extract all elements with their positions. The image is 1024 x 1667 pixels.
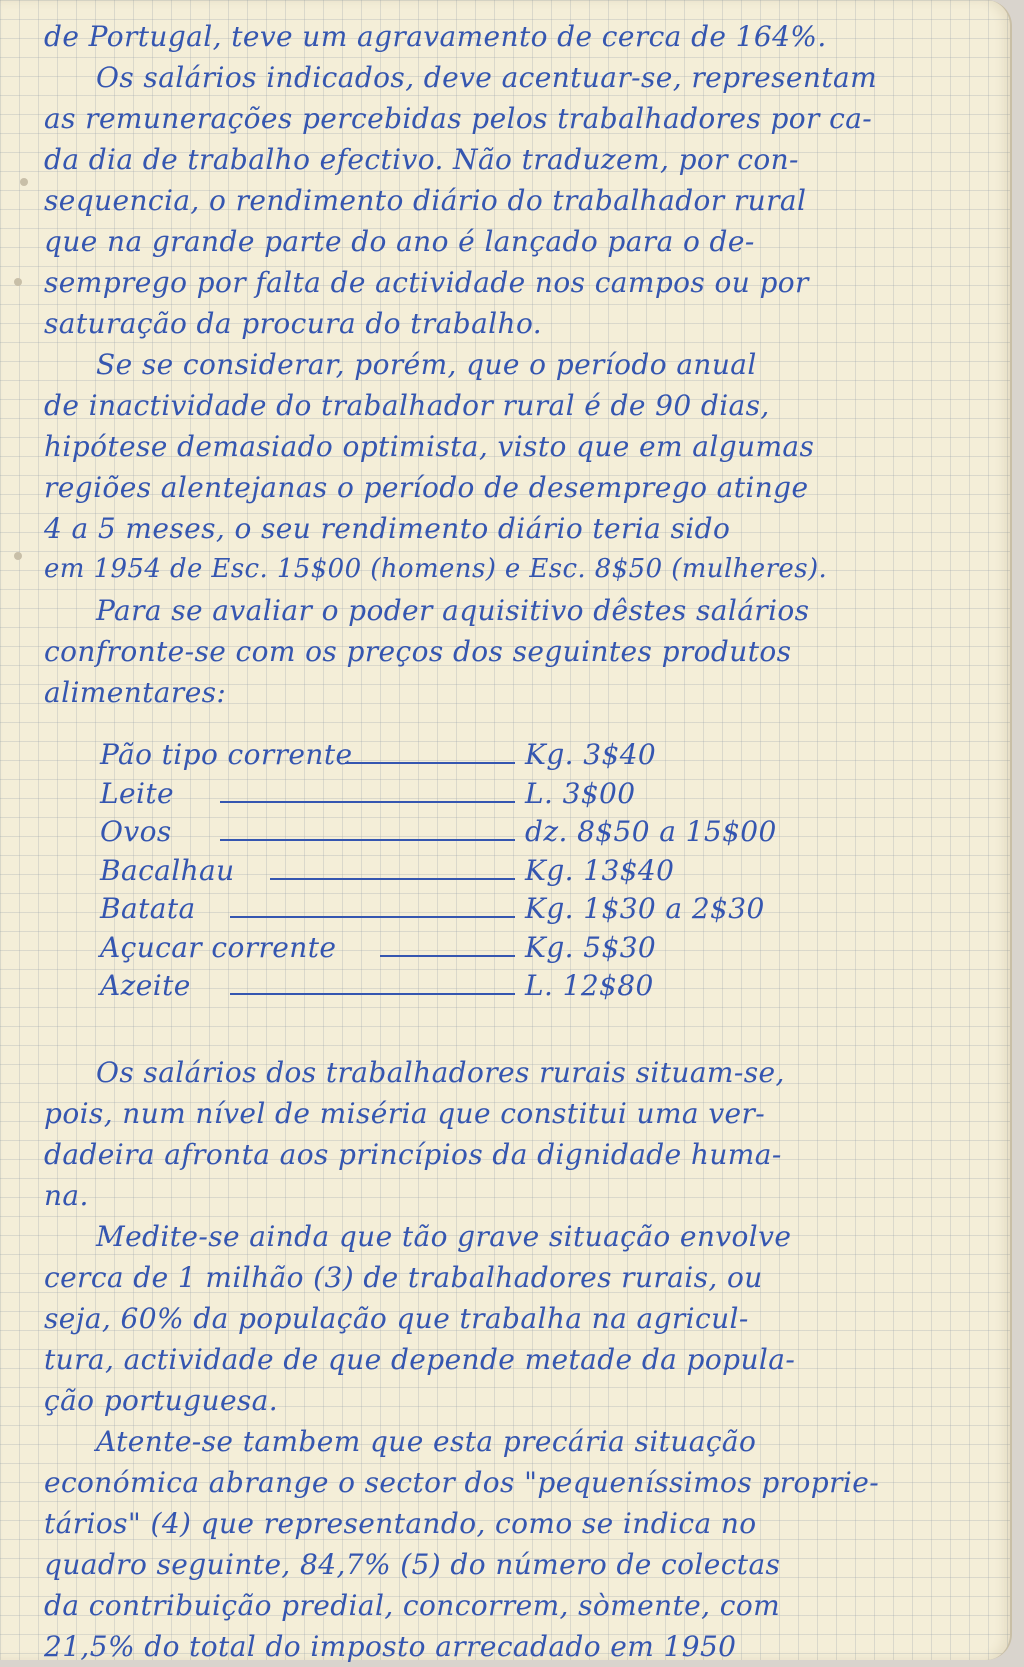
paragraph-2 [44, 57, 999, 344]
product-name: Açucar corrente [100, 930, 337, 964]
text-line: 21,5% do total do imposto arrecadado em 1950 [44, 1630, 737, 1663]
paper-mark [20, 178, 28, 186]
text-line: de Portugal, teve um agravamento de cerca de 164%. [44, 20, 827, 53]
paper-mark [14, 552, 22, 560]
paragraph-4 [44, 590, 999, 713]
text-line: hipótese demasiado optimista, visto que em algumas [44, 430, 815, 463]
product-price [525, 736, 656, 775]
price-row [100, 967, 980, 1006]
product-name: Azeite [100, 969, 191, 1002]
product-value: 5$30 [583, 930, 657, 964]
text-line: Para se avaliar o poder aquisitivo dêstes salários [96, 594, 810, 627]
price-row [100, 929, 980, 968]
text-line: Atente-se tambem que esta precária situação [96, 1425, 757, 1458]
product-name: Batata [100, 892, 196, 925]
text-line: Os salários dos trabalhadores rurais situam-se, [96, 1056, 785, 1089]
text-line: quadro seguinte, 84,7% (5) do número de colectas [44, 1548, 781, 1581]
text-line: regiões alentejanas o período de desemprego atinge [44, 471, 809, 504]
paragraph-5 [44, 1052, 999, 1216]
product-unit: Kg. [525, 853, 574, 887]
text-line: alimentares: [44, 676, 227, 709]
product-value: 3$00 [562, 776, 636, 810]
text-line: cerca de 1 milhão (3) de trabalhadores rurais, ou [44, 1261, 763, 1294]
text-line: tários" (4) que representando, como se indica no [44, 1507, 757, 1540]
text-line: semprego por falta de actividade nos campos ou por [44, 266, 809, 299]
price-row [100, 813, 980, 852]
product-price [525, 775, 635, 814]
text-line: de inactividade do trabalhador rural é de 90 dias, [44, 389, 770, 422]
product-unit: L. [525, 969, 554, 1002]
product-price [525, 890, 765, 929]
text-line: ção portuguesa. [44, 1384, 279, 1417]
text-line: dadeira afronta aos princípios da dignidade huma- [44, 1138, 782, 1171]
leader-line [220, 839, 515, 841]
text-line: seja, 60% da população que trabalha na agricul- [44, 1302, 749, 1335]
product-name: Ovos [100, 815, 172, 848]
text-line: da contribuição predial, concorrem, sòmente, com [44, 1589, 781, 1622]
price-row [100, 852, 980, 891]
product-price [525, 852, 674, 891]
leader-line [230, 993, 515, 995]
product-price [525, 929, 656, 968]
paragraph-7 [44, 1421, 999, 1667]
product-value: 8$50 a 15$00 [577, 815, 777, 848]
price-row [100, 890, 980, 929]
product-price [525, 967, 654, 1006]
product-name: Leite [100, 776, 174, 810]
product-unit: L. [525, 776, 554, 810]
paper-mark [14, 278, 22, 286]
text-line: da dia de trabalho efectivo. Não traduzem, por con- [44, 143, 799, 176]
text-line: em 1954 de Esc. 15$00 (homens) e Esc. 8$50 (mulheres). [44, 554, 828, 584]
price-list [100, 736, 980, 1006]
text-line: Os salários indicados, deve acentuar-se, representam [96, 61, 878, 94]
text-line: Se se considerar, porém, que o período anual [96, 348, 757, 381]
leader-line [345, 762, 515, 764]
product-unit: Kg. [525, 930, 574, 964]
text-line: 4 a 5 meses, o seu rendimento diário teria sido [44, 512, 731, 545]
paragraph-3 [44, 344, 999, 590]
text-line: as remunerações percebidas pelos trabalhadores por ca- [44, 102, 873, 135]
leader-line [230, 916, 515, 918]
paragraph-6 [44, 1216, 999, 1421]
paragraph-1 [44, 16, 999, 57]
text-line: na. [44, 1179, 89, 1212]
leader-line [220, 801, 515, 803]
product-unit: dz. [525, 815, 568, 848]
text-line: que na grande parte do ano é lançado para o de- [44, 225, 755, 258]
text-line: tura, actividade de que depende metade da popula- [44, 1343, 796, 1376]
product-name: Pão tipo corrente [100, 738, 353, 771]
product-unit: Kg. [525, 738, 574, 771]
price-row [100, 736, 980, 775]
product-value: 13$40 [583, 853, 675, 887]
product-name: Bacalhau [100, 853, 235, 887]
price-row [100, 775, 980, 814]
product-value: 12$80 [562, 969, 654, 1002]
text-line: confronte-se com os preços dos seguintes produtos [44, 635, 792, 668]
leader-line [380, 955, 515, 957]
product-value: 3$40 [583, 738, 657, 771]
text-line: sequencia, o rendimento diário do trabalhador rural [44, 184, 807, 217]
leader-line [270, 878, 515, 880]
text-line: saturação da procura do trabalho. [44, 307, 543, 340]
text-line: pois, num nível de miséria que constitui uma ver- [44, 1097, 766, 1130]
product-price [525, 813, 777, 852]
product-value: 1$30 a 2$30 [583, 892, 765, 925]
product-unit: Kg. [525, 892, 574, 925]
text-line: Medite-se ainda que tão grave situação envolve [96, 1220, 792, 1253]
text-line: económica abrange o sector dos "pequeníssimos proprie- [44, 1466, 880, 1499]
